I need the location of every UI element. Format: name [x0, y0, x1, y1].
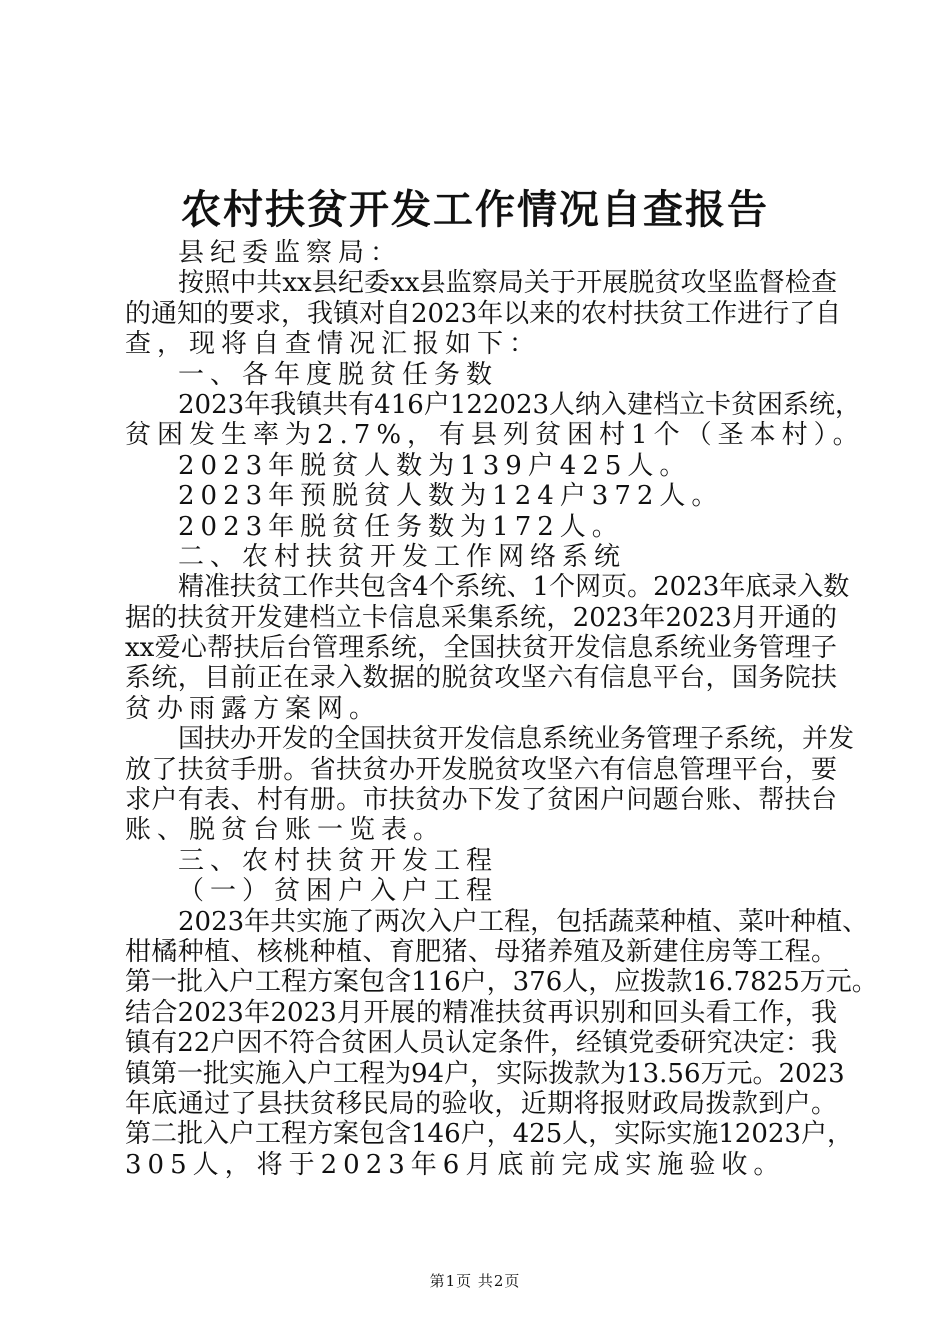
text-line: 年底通过了县扶贫移民局的验收，近期将报财政局拨款到户。 — [125, 1088, 837, 1119]
page-footer: 第1页 共2页 — [429, 1272, 521, 1290]
text-line: （一）贫困户入户工程 — [178, 876, 499, 907]
text-line: 2023年我镇共有416户122023人纳入建档立卡贫困系统， — [178, 389, 862, 420]
text-line: 2023年预脱贫人数为124户372人。 — [178, 481, 724, 512]
text-line: 第一批入户工程方案包含116户，376人，应拨款16.7825万元。 — [125, 967, 878, 998]
text-line: 国扶办开发的全国扶贫开发信息系统业务管理子系统，并发 — [178, 724, 855, 755]
text-line: 的通知的要求，我镇对自2023年以来的农村扶贫工作进行了自 — [125, 298, 842, 329]
text-line: 贫办雨露方案网。 — [125, 693, 382, 724]
text-line: 贫困发生率为2.7%，有县列贫困村1个（圣本村）。 — [125, 420, 865, 451]
text-line: 账、脱贫台账一览表。 — [125, 815, 446, 846]
text-line: 求户有表、村有册。市扶贫办下发了贫困户问题台账、帮扶台 — [125, 785, 837, 816]
text-line: 放了扶贫手册。省扶贫办开发脱贫攻坚六有信息管理平台，要 — [125, 754, 837, 785]
text-line: 三、农村扶贫开发工程 — [178, 845, 499, 876]
text-line: 2023年脱贫任务数为172人。 — [178, 511, 624, 542]
text-line: 第二批入户工程方案包含146户，425人，实际实施12023户， — [125, 1119, 853, 1150]
text-line: 二、农村扶贫开发工作网络系统 — [178, 541, 627, 572]
text-line: 精准扶贫工作共包含4个系统、1个网页。2023年底录入数 — [178, 572, 850, 603]
text-line: 305人，将于2023年6月底前完成实施验收。 — [125, 1149, 786, 1180]
text-line: 一、各年度脱贫任务数 — [178, 359, 499, 390]
text-line: 柑橘种植、核桃种植、育肥猪、母猪养殖及新建住房等工程。 — [125, 936, 837, 967]
text-line: 县纪委监察局： — [178, 238, 403, 268]
text-line: 2023年共实施了两次入户工程，包括蔬菜种植、菜叶种植、 — [178, 906, 869, 937]
text-line: 据的扶贫开发建档立卡信息采集系统，2023年2023月开通的 — [125, 602, 837, 633]
document-title: 农村扶贫开发工作情况自查报告 — [181, 186, 769, 233]
text-line: 按照中共xx县纪委xx县监察局关于开展脱贫攻坚监督检查 — [178, 268, 837, 299]
text-line: 镇有22户因不符合贫困人员认定条件，经镇党委研究决定：我 — [125, 1028, 837, 1059]
text-line: 结合2023年2023月开展的精准扶贫再识别和回头看工作，我 — [125, 997, 837, 1028]
document-body — [125, 238, 878, 1180]
text-line: 2023年脱贫人数为139户425人。 — [178, 450, 692, 481]
text-line: 系统，目前正在录入数据的脱贫攻坚六有信息平台，国务院扶 — [125, 663, 837, 694]
text-line: 镇第一批实施入户工程为94户，实际拨款为13.56万元。2023 — [125, 1058, 845, 1089]
text-line: 查，现将自查情况汇报如下： — [125, 329, 542, 360]
text-line: xx爱心帮扶后台管理系统，全国扶贫开发信息系统业务管理子 — [125, 633, 837, 664]
